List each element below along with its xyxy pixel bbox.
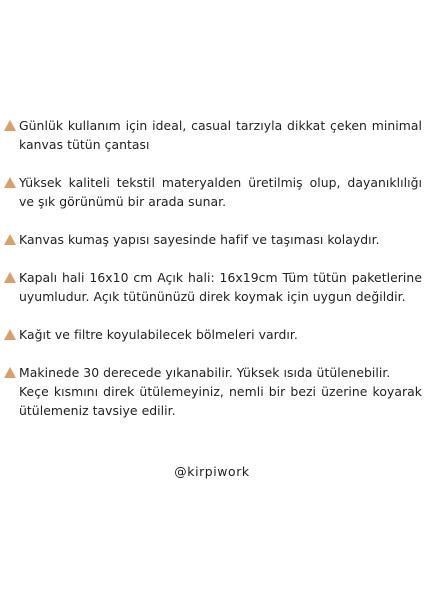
triangle-bullet-icon [4,177,16,188]
feature-text: Yüksek kaliteli tekstil materyalden üretilmiş olup, dayanıklılığı ve şık görünümü bir arada sunar. [19,175,422,209]
feature-text: Makinede 30 derecede yıkanabilir. Yüksek ısıda ütülenebilir. [19,365,391,380]
triangle-bullet-icon [4,120,16,131]
feature-text: Kağıt ve filtre koyulabilecek bölmeleri vardır. [19,327,298,342]
feature-item-daily-use [4,116,422,154]
triangle-bullet-icon [4,367,16,378]
feature-item-compartments [4,325,422,344]
feature-text-continued: Keçe kısmını direk ütülemeyiniz, nemli bir bezi üzerine koyarak ütülemeniz tavsiye edilir. [19,384,422,418]
brand-handle: @kirpiwork [174,464,250,479]
feature-item-lightweight [4,230,422,249]
feature-list [4,116,422,439]
triangle-bullet-icon [4,329,16,340]
feature-item-dimensions [4,268,422,306]
feature-text: Kapalı hali 16x10 cm Açık hali: 16x19cm Tüm tütün paketlerine uyumludur. Açık tütününüzü direk koymak için uygun değildir. [19,270,422,304]
feature-text: Kanvas kumaş yapısı sayesinde hafif ve taşıması kolaydır. [19,232,380,247]
feature-item-material [4,173,422,211]
feature-text: Günlük kullanım için ideal, casual tarzıyla dikkat çeken minimal kanvas tütün çantası [19,118,422,152]
triangle-bullet-icon [4,272,16,283]
feature-item-care [4,363,422,420]
triangle-bullet-icon [4,234,16,245]
